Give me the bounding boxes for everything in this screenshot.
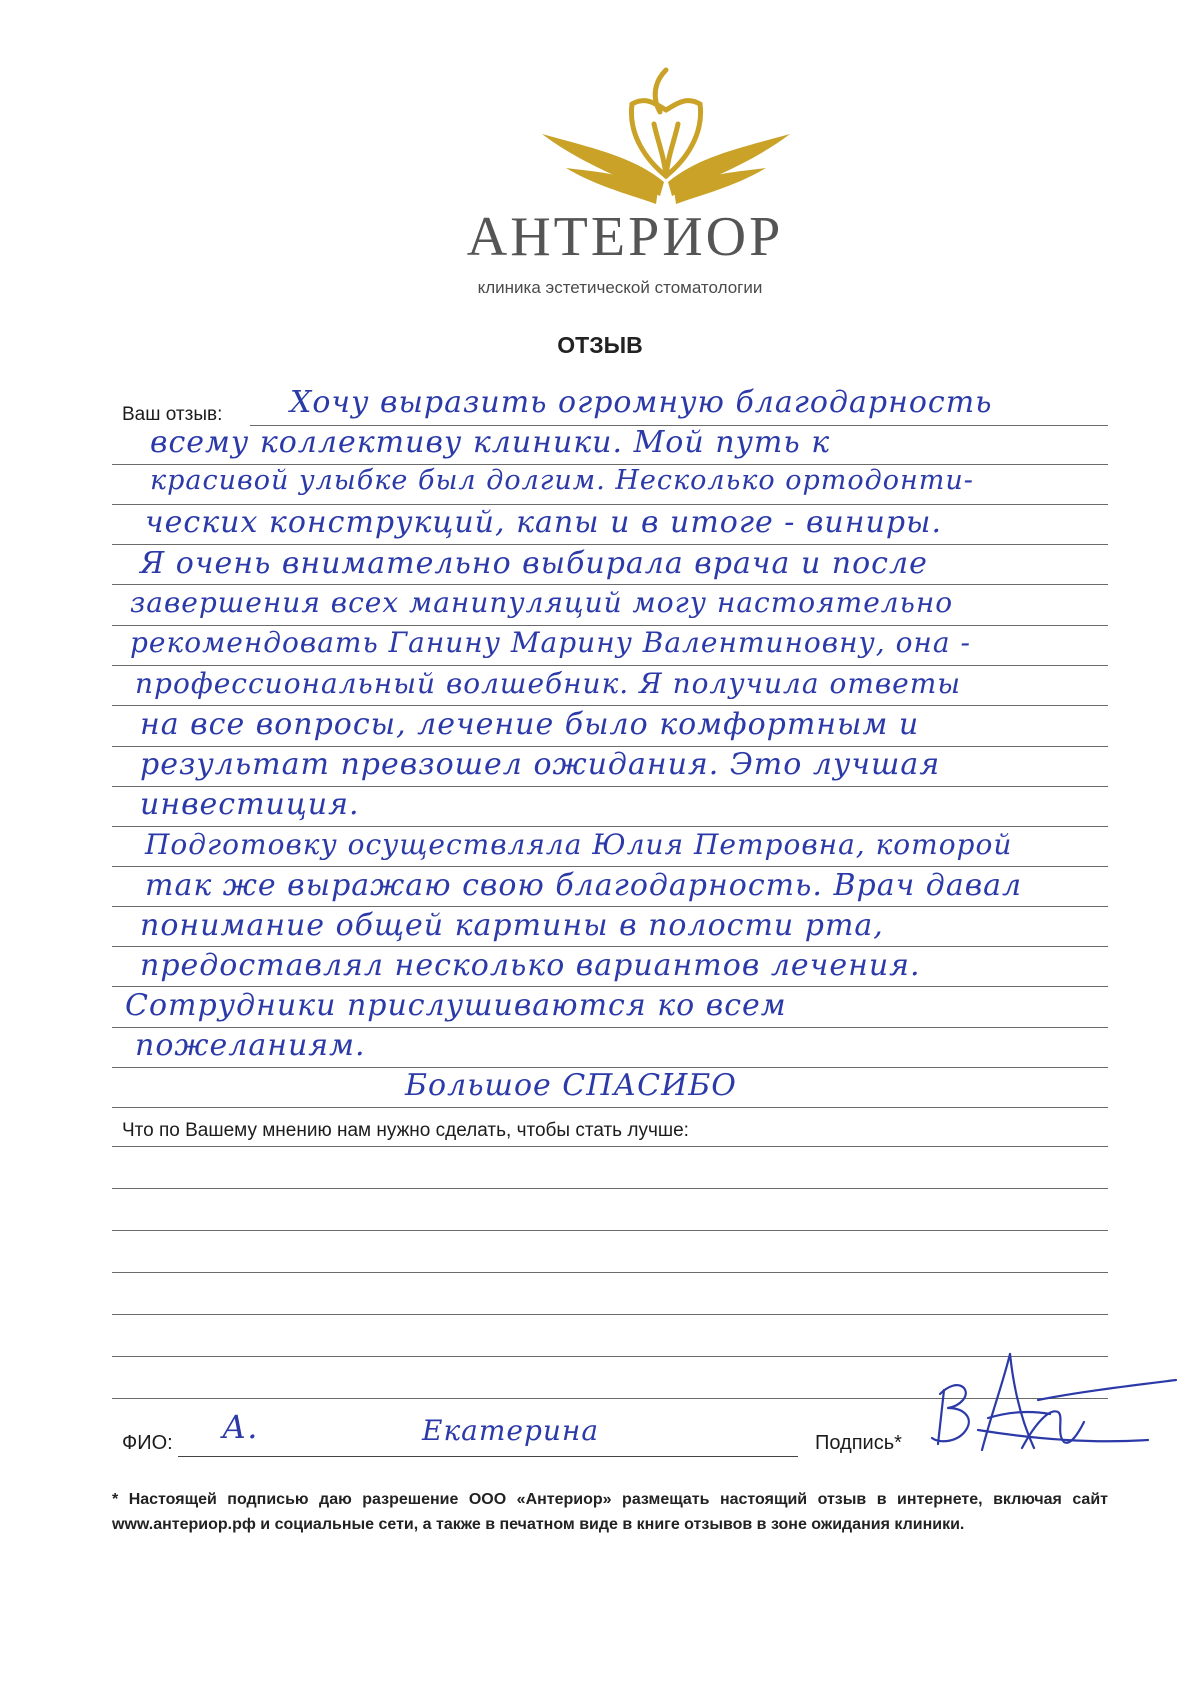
ruled-line — [112, 544, 1108, 545]
review-text-line: на все вопросы, лечение было комфортным и — [140, 707, 920, 742]
ruled-line — [112, 866, 1108, 867]
review-text-line: пожеланиям. — [135, 1028, 366, 1063]
ruled-line — [112, 1314, 1108, 1315]
review-text-line: Хочу выразить огромную благодарность — [290, 385, 993, 420]
ruled-line — [112, 986, 1108, 987]
review-text-line: всему коллективу клиники. Мой путь к — [150, 425, 831, 460]
fio-value-name: Екатерина — [422, 1414, 600, 1447]
review-text-line: завершения всех манипуляций могу настоятельно — [130, 586, 954, 619]
brand-tagline: клиника эстетической стоматологии — [477, 278, 763, 297]
review-text-line: понимание общей картины в полости рта, — [140, 908, 884, 943]
review-text-line: красивой улыбке был долгим. Несколько ортодонти- — [150, 465, 974, 496]
review-text-line: Я очень внимательно выбирала врача и после — [140, 546, 928, 581]
review-text-line: инвестиция. — [140, 787, 360, 822]
tooth-wings-logo-icon — [536, 64, 796, 214]
review-text-line: Подготовку осуществляла Юлия Петровна, которой — [145, 828, 1013, 861]
ruled-line — [112, 1146, 1108, 1147]
review-text-line: Большое СПАСИБО — [405, 1068, 737, 1103]
ruled-line — [112, 584, 1108, 585]
signature-label: Подпись* — [815, 1432, 902, 1454]
ruled-line — [112, 826, 1108, 827]
ruled-line — [112, 705, 1108, 706]
fio-value-initial: А. — [222, 1408, 259, 1446]
handwritten-signature — [918, 1352, 1178, 1482]
ruled-line — [112, 665, 1108, 666]
form-title: ОТЗЫВ — [557, 332, 643, 358]
review-label: Ваш отзыв: — [122, 404, 223, 425]
ruled-line — [112, 1272, 1108, 1273]
review-text-line: рекомендовать Ганину Марину Валентиновну, она - — [130, 626, 971, 659]
fio-label: ФИО: — [122, 1432, 173, 1454]
review-text-line: Сотрудники прислушиваются ко всем — [125, 988, 787, 1023]
review-text-line: так же выражаю свою благодарность. Врач давал — [145, 868, 1023, 903]
review-text-line: ческих конструкций, капы и в итоге - виниры. — [145, 505, 943, 540]
ruled-line — [112, 906, 1108, 907]
ruled-line — [112, 1107, 1108, 1108]
brand-name: АНТЕРИОР — [466, 206, 784, 268]
consent-footnote: * Настоящей подписью даю разрешение ООО «Антериор» размещать настоящий отзыв в интернете, включая сайт www.антериор.рф и социальные сети, а также в печатном виде в книге отзывов в зоне ожидания клиники. — [112, 1491, 1108, 1533]
ruled-line — [112, 946, 1108, 947]
review-text-line: предоставлял несколько вариантов лечения. — [140, 948, 921, 983]
improve-label: Что по Вашему мнению нам нужно сделать, чтобы стать лучше: — [122, 1120, 689, 1141]
review-text-line: результат превзошел ожидания. Это лучшая — [140, 747, 941, 782]
review-text-line: профессиональный волшебник. Я получила ответы — [135, 667, 962, 700]
fio-line — [178, 1456, 798, 1457]
ruled-line — [112, 1188, 1108, 1189]
ruled-line — [112, 1230, 1108, 1231]
